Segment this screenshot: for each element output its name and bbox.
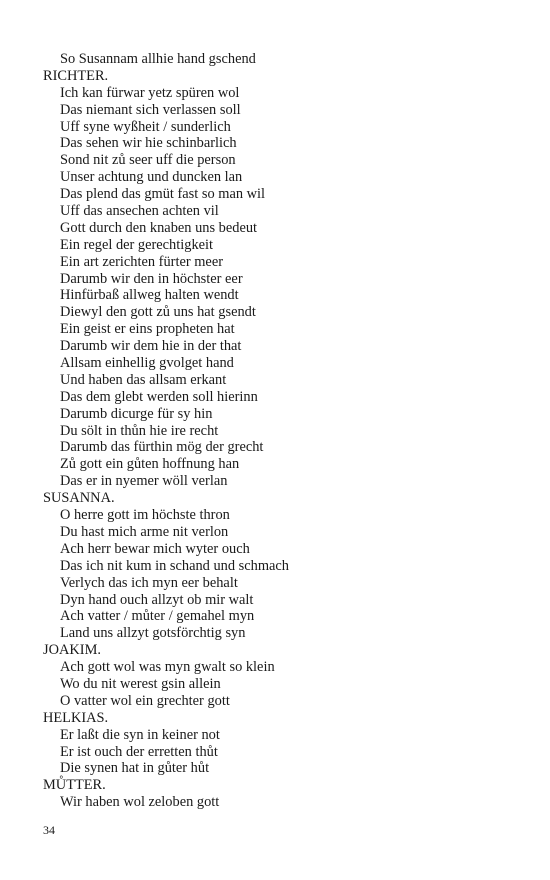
verse-line: O vatter wol ein grechter gott	[60, 692, 230, 709]
verse-text-block	[43, 51, 523, 811]
verse-line: Er ist ouch der erretten thůt	[60, 743, 218, 760]
verse-line: Uff syne wyßheit / sunderlich	[60, 118, 231, 135]
verse-line: Ach herr bewar mich wyter ouch	[60, 540, 250, 557]
verse-line: Verlych das ich myn eer behalt	[60, 574, 238, 591]
verse-line: Gott durch den knaben uns bedeut	[60, 219, 258, 236]
verse-line: Land uns allzyt gotsförchtig syn	[60, 625, 246, 642]
speaker-name: HELKIAS.	[43, 709, 109, 726]
verse-line: Allsam einhellig gvolget hand	[60, 355, 234, 372]
speaker-name: SUSANNA.	[43, 490, 115, 507]
verse-line: Das er in nyemer wöll verlan	[60, 473, 228, 490]
verse-line: Er laßt die syn in keiner not	[60, 726, 220, 743]
page-number: 34	[43, 823, 55, 837]
verse-line: Sond nit zů seer uff die person	[60, 152, 236, 169]
verse-line: Dyn hand ouch allzyt ob mir walt	[60, 591, 254, 608]
verse-line: Diewyl den gott zů uns hat gsendt	[60, 304, 256, 321]
verse-line: Uff das ansechen achten vil	[60, 203, 219, 220]
verse-line: Darumb wir den in höchster eer	[60, 270, 243, 287]
verse-line: Darumb dicurge für sy hin	[60, 405, 213, 422]
verse-line: Und haben das allsam erkant	[60, 371, 227, 388]
verse-line: Das ich nit kum in schand und schmach	[60, 557, 290, 574]
verse-line: Wir haben wol zeloben gott	[60, 794, 220, 811]
speaker-name: RICHTER.	[43, 67, 109, 84]
speaker-name: JOAKIM.	[43, 642, 101, 659]
verse-line: Das sehen wir hie schinbarlich	[60, 135, 237, 152]
verse-line: Darumb wir dem hie in der that	[60, 338, 242, 355]
verse-line: Ein geist er eins propheten hat	[60, 321, 235, 338]
verse-line: Hinfürbaß allweg halten wendt	[60, 287, 239, 304]
verse-line: Du sölt in thůn hie ire recht	[60, 422, 219, 439]
verse-line: Wo du nit werest gsin allein	[60, 675, 221, 692]
verse-line: Das plend das gmüt fast so man wil	[60, 186, 266, 203]
verse-line: Ein regel der gerechtigkeit	[60, 236, 214, 253]
verse-line: Die synen hat in gůter hůt	[60, 760, 210, 777]
verse-line: Unser achtung und duncken lan	[60, 169, 243, 186]
verse-line: Das dem glebt werden soll hierinn	[60, 388, 258, 405]
verse-line: Du hast mich arme nit verlon	[60, 523, 229, 540]
verse-line: So Susannam allhie hand gschend	[60, 51, 256, 67]
verse-line: Zů gott ein gůten hoffnung han	[60, 456, 240, 473]
verse-line: Das niemant sich verlassen soll	[60, 101, 241, 118]
verse-line: Ach gott wol was myn gwalt so klein	[60, 659, 275, 676]
verse-line: O herre gott im höchste thron	[60, 507, 230, 524]
verse-line: Ein art zerichten fürter meer	[60, 253, 223, 270]
verse-line: Ach vatter / můter / gemahel myn	[60, 608, 255, 625]
verse-line: Darumb das fürthin mög der grecht	[60, 439, 264, 456]
verse-line: Ich kan fürwar yetz spüren wol	[60, 84, 240, 101]
speaker-name: MŮTTER.	[43, 777, 106, 794]
